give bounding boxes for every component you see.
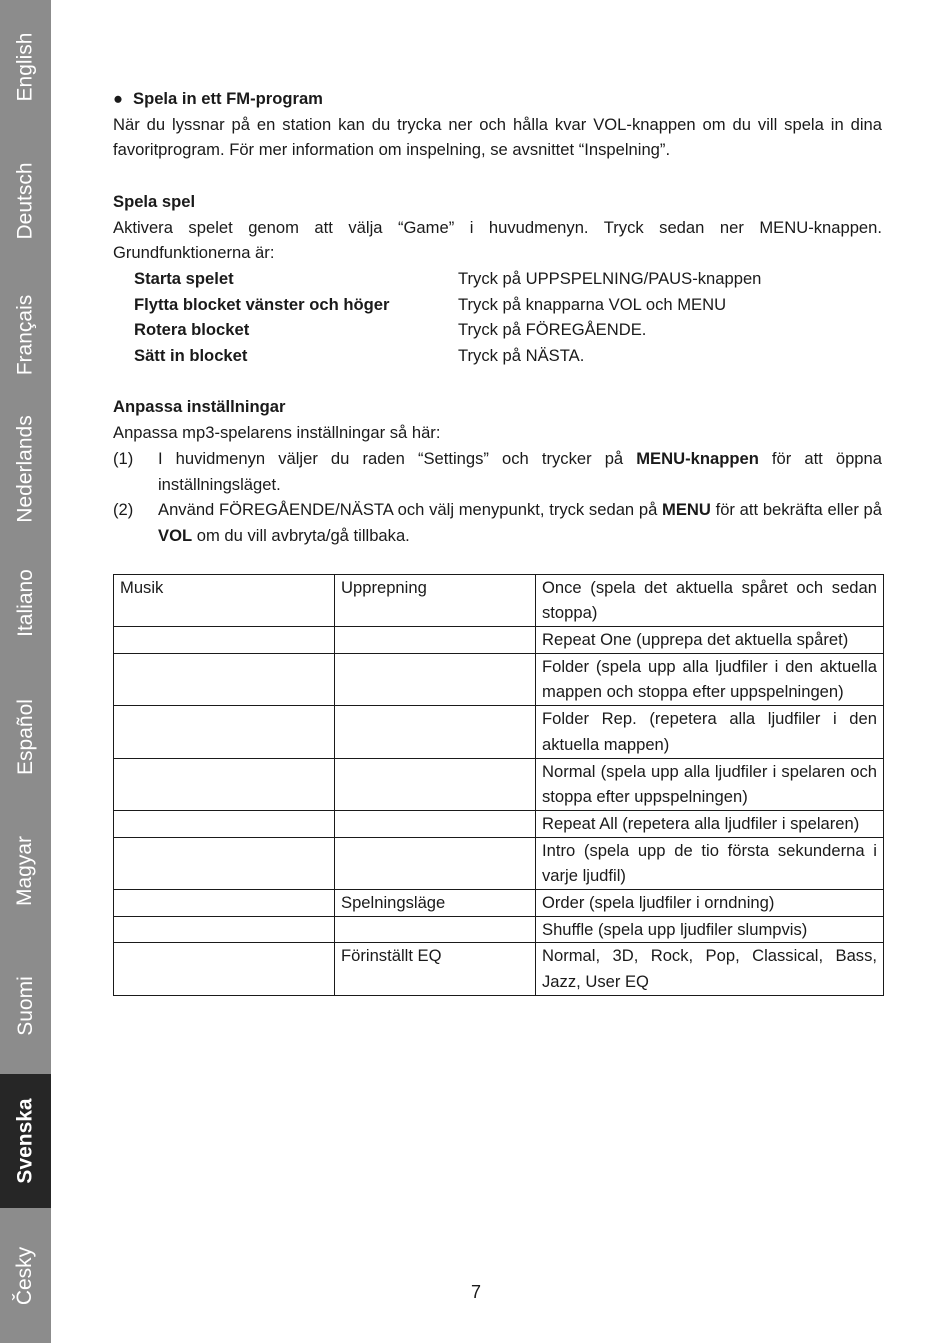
step-text-part: om du vill avbryta/gå tillbaka. bbox=[192, 525, 410, 545]
table-cell bbox=[114, 837, 335, 889]
table-cell: Förinställt EQ bbox=[335, 943, 536, 995]
lang-tab-francais[interactable]: Français bbox=[13, 294, 37, 376]
table-cell bbox=[335, 627, 536, 654]
step-number: (1) bbox=[113, 448, 134, 468]
lang-tab-svenska[interactable]: Svenska bbox=[0, 1074, 51, 1208]
settings-step bbox=[113, 446, 882, 497]
function-key: Rotera blocket bbox=[134, 320, 250, 340]
game-function-row bbox=[113, 343, 882, 369]
table-row bbox=[114, 890, 884, 917]
table-row bbox=[114, 653, 884, 705]
table-cell bbox=[335, 810, 536, 837]
fm-heading-text: Spela in ett FM-program bbox=[133, 89, 323, 108]
lang-tab-italiano[interactable]: Italiano bbox=[13, 569, 37, 637]
table-cell bbox=[114, 706, 335, 758]
table-cell: Shuffle (spela upp ljudfiler slumpvis) bbox=[536, 916, 884, 943]
table-cell bbox=[335, 837, 536, 889]
lang-tab-deutsch[interactable]: Deutsch bbox=[13, 162, 37, 240]
table-cell: Musik bbox=[114, 574, 335, 626]
step-text-part: för att öppna inställningsläget. bbox=[158, 448, 882, 494]
fm-heading bbox=[113, 86, 882, 112]
table-cell bbox=[114, 758, 335, 810]
table-cell bbox=[335, 706, 536, 758]
table-cell: Folder (spela upp alla ljudfiler i den aktuella mappen och stoppa efter uppspelningen) bbox=[536, 653, 884, 705]
table-cell: Upprepning bbox=[335, 574, 536, 626]
game-function-row bbox=[113, 266, 882, 292]
table-cell bbox=[114, 943, 335, 995]
game-body: Aktivera spelet genom att välja “Game” i huvudmenyn. Tryck sedan ner MENU-knappen. Grundfunktionerna är: bbox=[113, 217, 882, 263]
lang-tab-suomi[interactable]: Suomi bbox=[13, 976, 37, 1036]
table-cell: Repeat One (upprepa det aktuella spåret) bbox=[536, 627, 884, 654]
lang-tab-nederlands[interactable]: Nederlands bbox=[13, 415, 37, 523]
table-row bbox=[114, 916, 884, 943]
game-functions bbox=[113, 266, 882, 369]
function-value: Tryck på knapparna VOL och MENU bbox=[458, 294, 727, 314]
lang-tab-magyar[interactable]: Magyar bbox=[13, 835, 37, 907]
lang-tab-espanol[interactable]: Español bbox=[13, 699, 37, 775]
table-cell bbox=[335, 916, 536, 943]
step-key: VOL bbox=[158, 525, 193, 545]
step-text-part: I huvidmenyn väljer du raden “Settings” och trycker på bbox=[158, 448, 637, 468]
function-key: Flytta blocket vänster och höger bbox=[134, 294, 390, 314]
table-cell bbox=[335, 653, 536, 705]
step-number: (2) bbox=[113, 500, 134, 520]
fm-body: När du lyssnar på en station kan du trycka ner och hålla kvar VOL-knappen om du vill spela in dina favoritprogram. För mer information om inspelning, se avsnittet “Inspelning”. bbox=[113, 114, 882, 160]
table-row bbox=[114, 758, 884, 810]
table-row bbox=[114, 837, 884, 889]
step-key: MENU bbox=[662, 500, 711, 520]
lang-tab-cesky[interactable]: Česky bbox=[13, 1246, 37, 1305]
settings-intro: Anpassa mp3-spelarens inställningar så här: bbox=[113, 423, 441, 443]
function-key: Starta spelet bbox=[134, 268, 234, 288]
table-cell: Spelningsläge bbox=[335, 890, 536, 917]
step-key: MENU-knappen bbox=[636, 448, 759, 468]
table-cell bbox=[114, 890, 335, 917]
table-row bbox=[114, 810, 884, 837]
table-cell: Normal (spela upp alla ljudfiler i spelaren och stoppa efter uppspelningen) bbox=[536, 758, 884, 810]
function-key: Sätt in blocket bbox=[134, 346, 248, 366]
step-text bbox=[158, 497, 882, 548]
game-heading: Spela spel bbox=[113, 191, 196, 211]
table-cell: Order (spela ljudfiler i orndning) bbox=[536, 890, 884, 917]
lang-tab-english[interactable]: English bbox=[13, 32, 37, 102]
game-function-row bbox=[113, 317, 882, 343]
table-cell: Once (spela det aktuella spåret och sedan stoppa) bbox=[536, 574, 884, 626]
table-cell: Intro (spela upp de tio första sekunderna i varje ljudfil) bbox=[536, 837, 884, 889]
table-row bbox=[114, 706, 884, 758]
function-value: Tryck på UPPSPELNING/PAUS-knappen bbox=[458, 268, 762, 288]
step-text bbox=[158, 446, 882, 497]
table-row bbox=[114, 943, 884, 995]
table-row bbox=[114, 574, 884, 626]
settings-table bbox=[113, 574, 884, 996]
table-cell: Folder Rep. (repetera alla ljudfiler i den aktuella mappen) bbox=[536, 706, 884, 758]
table-row bbox=[114, 627, 884, 654]
function-value: Tryck på NÄSTA. bbox=[458, 346, 585, 366]
game-function-row bbox=[113, 292, 882, 318]
table-cell bbox=[114, 653, 335, 705]
page-number: 7 bbox=[470, 1282, 481, 1302]
table-cell bbox=[114, 916, 335, 943]
table-cell: Repeat All (repetera alla ljudfiler i spelaren) bbox=[536, 810, 884, 837]
language-sidebar bbox=[0, 0, 51, 1343]
table-cell bbox=[114, 627, 335, 654]
table-cell bbox=[335, 758, 536, 810]
table-cell: Normal, 3D, Rock, Pop, Classical, Bass, Jazz, User EQ bbox=[536, 943, 884, 995]
settings-step bbox=[113, 497, 882, 548]
table-cell bbox=[114, 810, 335, 837]
page-content bbox=[113, 86, 882, 996]
function-value: Tryck på FÖREGÅENDE. bbox=[458, 320, 647, 340]
step-text-part: för att bekräfta eller på bbox=[710, 500, 883, 520]
settings-heading: Anpassa inställningar bbox=[113, 397, 286, 417]
bullet-icon: ● bbox=[113, 89, 124, 108]
step-text-part: Använd FÖREGÅENDE/NÄSTA och välj menypunkt, tryck sedan på bbox=[158, 500, 663, 520]
